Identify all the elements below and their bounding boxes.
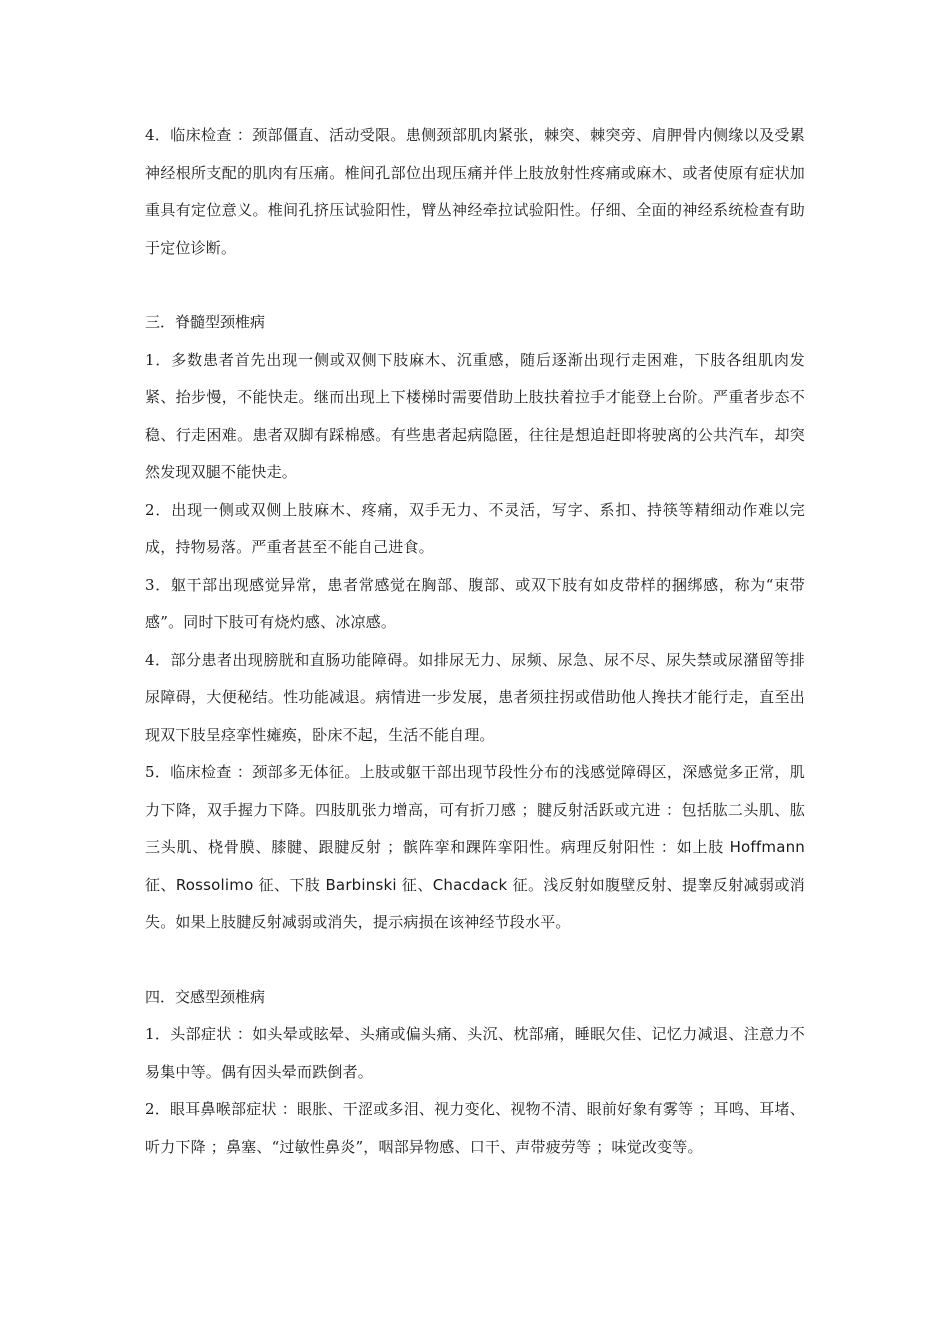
paragraph-myelopathy-4: 4．部分患者出现膀胱和直肠功能障碍。如排尿无力、尿频、尿急、尿不尽、尿失禁或尿潴留等排尿障碍，大便秘结。性功能减退。病情进一步发展，患者须拄拐或借助他人搀扶才能行走，直至出现双下肢呈痉挛性瘫痪，卧床不起，生活不能自理。 [145,650,805,744]
text-run: 5．临床检查 ：颈部多无体征。上肢或躯干部出现节段性分布的浅感觉障碍区，深感觉多正常，肌力下降，双手握力下降。四肢肌张力增高，可有折刀感 ；腱反射活跃或亢进 ：包括肱二头肌、肱三头肌、桡骨膜、膝腱、跟腱反射 ；髌阵挛和踝阵挛阳性。病理反射阳性 ：如上肢 [145,763,805,856]
paragraph-sympathetic-1: 1．头部症状 ：如头晕或眩晕、头痛或偏头痛、头沉、枕部痛，睡眠欠佳、记忆力减退、注意力不易集中等。偶有因头晕而跌倒者。 [145,1025,805,1081]
term-chacdack: Chacdack [432,875,508,894]
paragraph-myelopathy-5 [145,754,805,942]
paragraph-myelopathy-3: 3．躯干部出现感觉异常，患者常感觉在胸部、腹部、或双下肢有如皮带样的捆绑感，称为“束带感”。同时下肢可有烧灼感、冰凉感。 [145,575,805,631]
term-rossolimo: Rossolimo [175,875,254,894]
paragraph-sympathetic-2: 2．眼耳鼻喉部症状 ：眼胀、干涩或多泪、视力变化、视物不清、眼前好象有雾等 ；耳鸣、耳堵、听力下降 ；鼻塞、“过敏性鼻炎”，咽部异物感、口干、声带疲劳等 ；味觉改变等。 [145,1100,805,1156]
text-run: 征、 [396,875,433,894]
paragraph-clinical-exam-radiculopathy: 4．临床检查 ：颈部僵直、活动受限。患侧颈部肌肉紧张，棘突、棘突旁、肩胛骨内侧缘以及受累神经根所支配的肌肉有压痛。椎间孔部位出现压痛并伴上肢放射性疼痛或麻木、或者使原有症状加重具有定位意义。椎间孔挤压试验阳性，臂丛神经牵拉试验阳性。仔细、全面的神经系统检查有助于定位诊断。 [145,126,805,257]
term-barbinski: Barbinski [325,875,397,894]
text-run: 征。浅反射如腹壁反射、提睾反射减弱或消失。如果上肢腱反射减弱或消失，提示病损在该神经节段水平。 [145,875,806,931]
text-run: 征、 [145,875,176,894]
term-hoffmann: Hoffmann [729,838,805,856]
paragraph-myelopathy-2: 2．出现一侧或双侧上肢麻木、疼痛，双手无力、不灵活，写字、系扣、持筷等精细动作难以完成，持物易落。严重者甚至不能自己进食。 [145,500,805,556]
section-heading-myelopathy: 三．脊髓型颈椎病 [145,313,266,331]
text-run: 征、下肢 [253,875,326,894]
paragraph-myelopathy-1: 1．多数患者首先出现一侧或双侧下肢麻木、沉重感，随后逐渐出现行走困难，下肢各组肌肉发紧、抬步慢，不能快走。继而出现上下楼梯时需要借助上肢扶着拉手才能登上台阶。严重者步态不稳、行走困难。患者双脚有踩棉感。有些患者起病隐匿，往往是想追赶即将驶离的公共汽车，却突然发现双腿不能快走。 [145,350,805,481]
section-heading-sympathetic: 四．交感型颈椎病 [145,987,266,1006]
document-page [145,117,805,1166]
